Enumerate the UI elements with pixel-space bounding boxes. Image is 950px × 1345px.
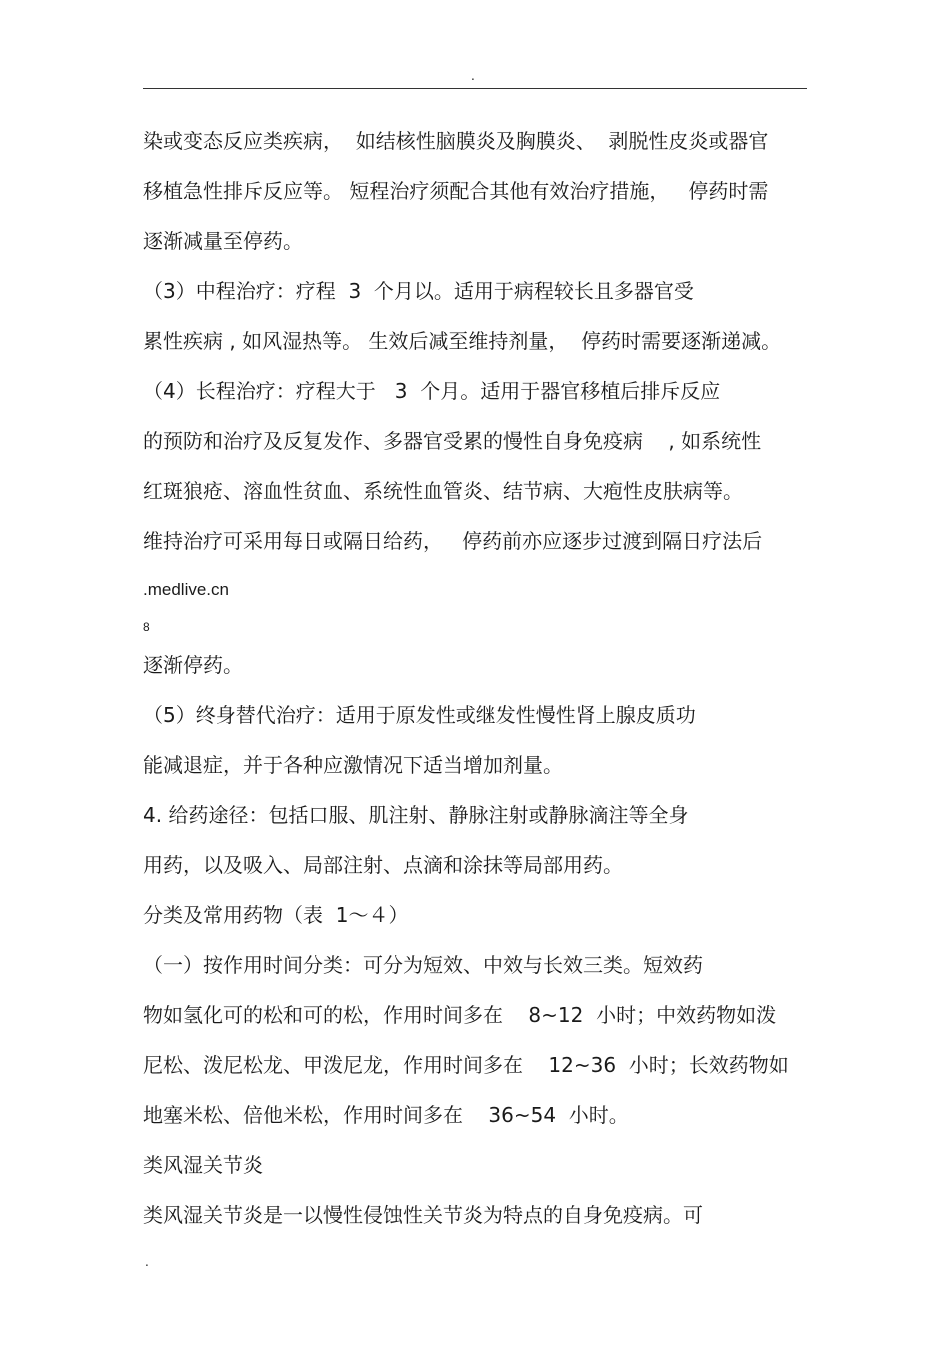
text-line-18: 尼松、泼尼松龙、甲泼尼龙，作用时间多在 12~36 小时；长效药物如	[143, 1053, 789, 1077]
page-number: 8	[143, 620, 150, 634]
text-line-1: 染或变态反应类疾病， 如结核性脑膜炎及胸膜炎、 剥脱性皮炎或器官	[143, 129, 769, 153]
text-line-2: 移植急性排斥反应等。 短程治疗须配合其他有效治疗措施， 停药时需	[143, 179, 769, 203]
text-line-21: 类风湿关节炎是一以慢性侵蚀性关节炎为特点的自身免疫病。可	[143, 1203, 703, 1227]
text-line-17: 物如氢化可的松和可的松，作用时间多在 8~12 小时；中效药物如泼	[143, 1003, 777, 1027]
text-line-4: （3）中程治疗：疗程 3 个月以。适用于病程较长且多器官受	[143, 279, 694, 303]
text-line-13: 4. 给药途径：包括口服、肌注射、静脉注射或静脉滴注等全身	[143, 803, 689, 827]
text-line-7: 的预防和治疗及反复发作、多器官受累的慢性自身免疫病 , 如系统性	[143, 429, 762, 453]
section-heading: 类风湿关节炎	[143, 1153, 263, 1177]
header-dot: .	[471, 69, 475, 83]
text-line-8: 红斑狼疮、溶血性贫血、系统性血管炎、结节病、大疱性皮肤病等。	[143, 479, 743, 503]
text-line-11: （5）终身替代治疗：适用于原发性或继发性慢性肾上腺皮质功	[143, 703, 696, 727]
text-line-16: （一）按作用时间分类：可分为短效、中效与长效三类。短效药	[143, 953, 703, 977]
text-line-12: 能减退症，并于各种应激情况下适当增加剂量。	[143, 753, 563, 777]
text-line-19: 地塞米松、倍他米松，作用时间多在 36~54 小时。	[143, 1103, 629, 1127]
site-watermark: .medlive.cn	[143, 580, 229, 599]
text-line-9: 维持治疗可采用每日或隔日给药， 停药前亦应逐步过渡到隔日疗法后	[143, 529, 763, 553]
text-line-3: 逐渐减量至停药。	[143, 229, 303, 253]
text-line-6: （4）长程治疗：疗程大于 3 个月。适用于器官移植后排斥反应	[143, 379, 721, 403]
text-line-5: 累性疾病 , 如风湿热等。 生效后减至维持剂量， 停药时需要逐渐递减。	[143, 329, 782, 353]
text-line-10: 逐渐停药。	[143, 653, 243, 677]
text-line-14: 用药，以及吸入、局部注射、点滴和涂抹等局部用药。	[143, 853, 623, 877]
text-line-15: 分类及常用药物（表 1～４）	[143, 903, 409, 927]
header-rule	[143, 88, 807, 89]
footer-dot: .	[145, 1255, 149, 1269]
